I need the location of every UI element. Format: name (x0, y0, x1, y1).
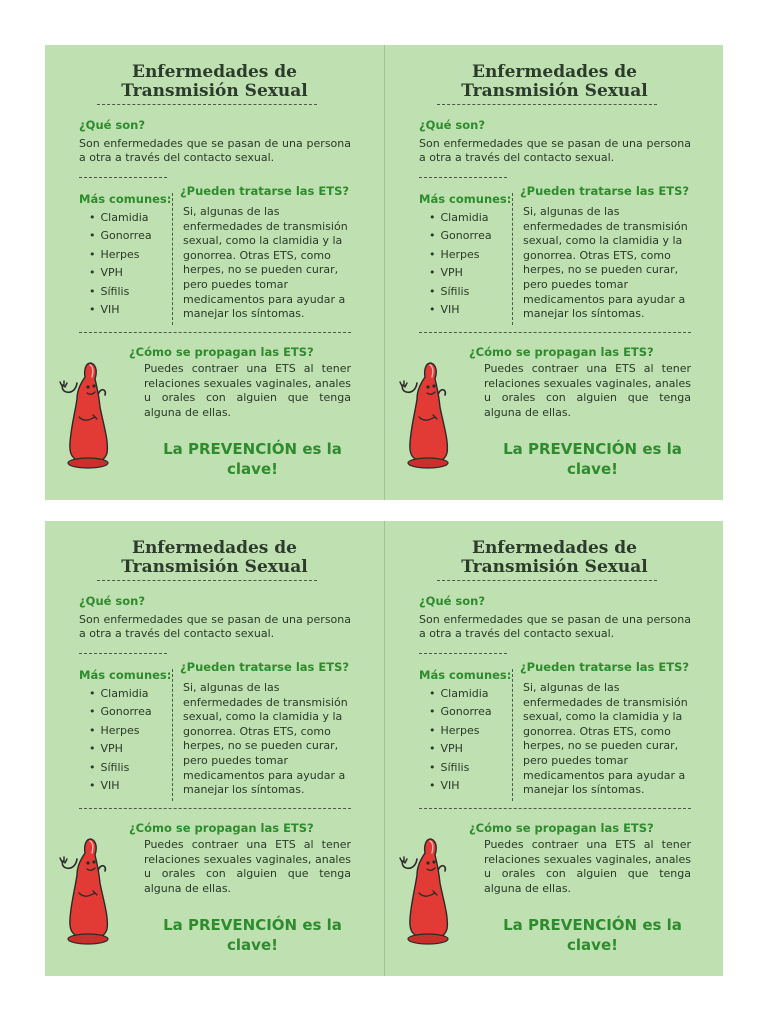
list-item: • Gonorrea (429, 704, 492, 722)
common-std-list (429, 210, 492, 320)
spread-text: Puedes contraer una ETS al tener relaciones sexuales vaginales, anales u orales con alguien que tenga alguna de ellas. (144, 362, 351, 419)
heading-what-are: ¿Qué son? (79, 594, 146, 608)
condom-mascot-icon (55, 833, 125, 948)
vertical-divider (172, 193, 173, 325)
list-item: • VIH (429, 778, 492, 796)
list-item: • Gonorrea (89, 228, 152, 246)
heading-can-be-treated: ¿Pueden tratarse las ETS? (520, 184, 690, 198)
list-item: • Gonorrea (89, 704, 152, 722)
section-divider (79, 808, 351, 809)
treatment-text: Si, algunas de las enfermedades de transmisión sexual, como la clamidia y la gonorrea. Otras ETS, como herpes, no se pueden curar, pero puedes tomar medicamentos para ayudar a manejar los síntomas. (523, 681, 688, 797)
card-title (45, 539, 384, 577)
title-line-1: Enfermedades de (471, 62, 637, 82)
heading-most-common: Más comunes: (419, 192, 512, 206)
condom-mascot-icon (395, 833, 465, 948)
definition-text: Son enfermedades que se pasan de una persona a otra a través del contacto sexual. (419, 613, 691, 640)
heading-most-common: Más comunes: (79, 192, 172, 206)
heading-what-are: ¿Qué son? (419, 594, 486, 608)
treatment-text: Si, algunas de las enfermedades de transmisión sexual, como la clamidia y la gonorrea. Otras ETS, como herpes, no se pueden curar, pero puedes tomar medicamentos para ayudar a manejar los síntomas. (183, 681, 348, 797)
heading-can-be-treated: ¿Pueden tratarse las ETS? (180, 660, 350, 674)
common-std-list (89, 210, 152, 320)
list-item: • VPH (429, 741, 492, 759)
section-divider (79, 332, 351, 333)
card-title (45, 63, 384, 101)
heading-what-are: ¿Qué son? (79, 118, 146, 132)
title-divider (437, 104, 657, 105)
list-item: • Clamidia (89, 210, 152, 228)
list-item: • VIH (429, 302, 492, 320)
flyer-card-4 (384, 521, 723, 976)
title-line-2: Transmisión Sexual (461, 81, 648, 101)
treatment-text: Si, algunas de las enfermedades de transmisión sexual, como la clamidia y la gonorrea. Otras ETS, como herpes, no se pueden curar, pero puedes tomar medicamentos para ayudar a manejar los síntomas. (183, 205, 348, 321)
list-item: • Sífilis (89, 760, 152, 778)
list-item: • Clamidia (429, 210, 492, 228)
heading-most-common: Más comunes: (419, 668, 512, 682)
title-line-2: Transmisión Sexual (461, 557, 648, 577)
spread-text: Puedes contraer una ETS al tener relaciones sexuales vaginales, anales u orales con alguien que tenga alguna de ellas. (144, 838, 351, 895)
title-line-1: Enfermedades de (131, 62, 297, 82)
list-item: • Sífilis (429, 284, 492, 302)
flyer-card-2 (384, 45, 723, 500)
heading-how-spread: ¿Cómo se propagan las ETS? (129, 345, 314, 359)
list-item: • VPH (89, 265, 152, 283)
heading-can-be-treated: ¿Pueden tratarse las ETS? (180, 184, 350, 198)
list-item: • VPH (89, 741, 152, 759)
heading-how-spread: ¿Cómo se propagan las ETS? (469, 821, 654, 835)
card-title (385, 539, 723, 577)
list-item: • VIH (89, 778, 152, 796)
list-item: • Herpes (429, 723, 492, 741)
title-divider (97, 104, 317, 105)
vertical-divider (172, 669, 173, 801)
common-std-list (429, 686, 492, 796)
heading-how-spread: ¿Cómo se propagan las ETS? (129, 821, 314, 835)
list-item: • Herpes (89, 723, 152, 741)
list-item: • Clamidia (429, 686, 492, 704)
short-divider (79, 177, 167, 178)
flyer-card-1 (45, 45, 384, 500)
list-item: • Herpes (89, 247, 152, 265)
definition-text: Son enfermedades que se pasan de una persona a otra a través del contacto sexual. (79, 137, 351, 164)
section-divider (419, 332, 691, 333)
list-item: • Herpes (429, 247, 492, 265)
title-divider (97, 580, 317, 581)
list-item: • VIH (89, 302, 152, 320)
vertical-divider (512, 193, 513, 325)
common-std-list (89, 686, 152, 796)
prevention-slogan: La PREVENCIÓN es la clave! (503, 916, 682, 954)
definition-text: Son enfermedades que se pasan de una persona a otra a través del contacto sexual. (419, 137, 691, 164)
list-item: • Sífilis (89, 284, 152, 302)
section-divider (419, 808, 691, 809)
treatment-text: Si, algunas de las enfermedades de transmisión sexual, como la clamidia y la gonorrea. Otras ETS, como herpes, no se pueden curar, pero puedes tomar medicamentos para ayudar a manejar los síntomas. (523, 205, 688, 321)
condom-mascot-icon (395, 357, 465, 472)
prevention-slogan: La PREVENCIÓN es la clave! (503, 440, 682, 478)
card-title (385, 63, 723, 101)
title-divider (437, 580, 657, 581)
heading-what-are: ¿Qué son? (419, 118, 486, 132)
flyer-card-3 (45, 521, 384, 976)
title-line-2: Transmisión Sexual (121, 81, 308, 101)
list-item: • Clamidia (89, 686, 152, 704)
vertical-divider (512, 669, 513, 801)
list-item: • VPH (429, 265, 492, 283)
condom-mascot-icon (55, 357, 125, 472)
title-line-1: Enfermedades de (131, 538, 297, 558)
title-line-1: Enfermedades de (471, 538, 637, 558)
heading-most-common: Más comunes: (79, 668, 172, 682)
list-item: • Gonorrea (429, 228, 492, 246)
title-line-2: Transmisión Sexual (121, 557, 308, 577)
spread-text: Puedes contraer una ETS al tener relaciones sexuales vaginales, anales u orales con alguien que tenga alguna de ellas. (484, 362, 691, 419)
spread-text: Puedes contraer una ETS al tener relaciones sexuales vaginales, anales u orales con alguien que tenga alguna de ellas. (484, 838, 691, 895)
prevention-slogan: La PREVENCIÓN es la clave! (163, 440, 342, 478)
short-divider (419, 177, 507, 178)
short-divider (79, 653, 167, 654)
prevention-slogan: La PREVENCIÓN es la clave! (163, 916, 342, 954)
short-divider (419, 653, 507, 654)
list-item: • Sífilis (429, 760, 492, 778)
definition-text: Son enfermedades que se pasan de una persona a otra a través del contacto sexual. (79, 613, 351, 640)
heading-how-spread: ¿Cómo se propagan las ETS? (469, 345, 654, 359)
heading-can-be-treated: ¿Pueden tratarse las ETS? (520, 660, 690, 674)
